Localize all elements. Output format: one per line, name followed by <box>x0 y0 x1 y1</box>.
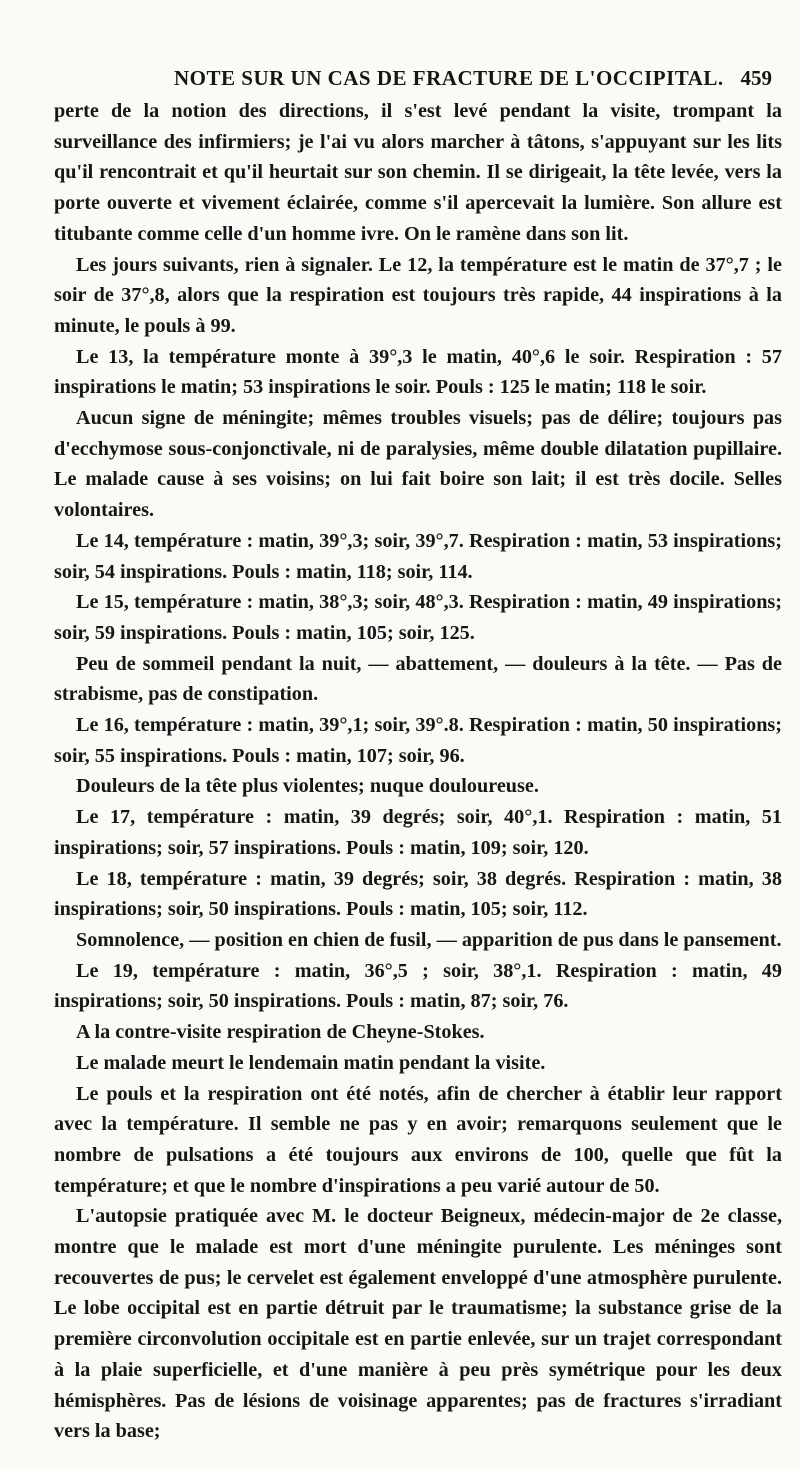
paragraph-death: Le malade meurt le lendemain matin pendant la visite. <box>76 1051 546 1074</box>
paragraph-autopsy: L'autopsie pratiquée avec M. le docteur Beigneux, médecin-major de 2e classe, montre que le malade est mort d'une méningite purulente. Les méninges sont recouvertes de pus; le cervelet est également enveloppé d'une atmosphère purulente. Le lobe occipital est en partie détruit par le traumatisme; la substance grise de la première circonvolution occipitale est en partie enlevée, sur un trajet correspondant à la plaie superficielle, et d'une manière à peu près symétrique pour les deux hémisphères. Pas de lésions de voisinage apparentes; pas de fractures s'irradiant vers la base; <box>54 1205 782 1443</box>
paragraph-day-13: Le 13, la température monte à 39°,3 le matin, 40°,6 le soir. Respiration : 57 inspirations le matin; 53 inspirations le soir. Pouls : 125 le matin; 118 le soir. <box>54 345 782 399</box>
paragraph-day-14: Le 14, température : matin, 39°,3; soir, 39°,7. Respiration : matin, 53 inspirations; soir, 54 inspirations. Pouls : matin, 118; soir, 114. <box>54 529 782 583</box>
paragraph-day-18: Le 18, température : matin, 39 degrés; soir, 38 degrés. Respiration : matin, 38 inspirations; soir, 50 inspirations. Pouls : matin, 105; soir, 112. <box>54 867 782 921</box>
running-title: NOTE SUR UN CAS DE FRACTURE DE L'OCCIPITAL. <box>174 66 724 90</box>
paragraph-day-15: Le 15, température : matin, 38°,3; soir, 48°,3. Respiration : matin, 49 inspirations; soir, 59 inspirations. Pouls : matin, 105; soir, 125. <box>54 591 782 644</box>
paragraph-days-following: Les jours suivants, rien à signaler. Le 12, la température est le matin de 37°,7 ; le soir de 37°,8, alors que la respiration est toujours très rapide, 44 inspirations à la minute, le pouls à 99. <box>54 253 782 337</box>
paragraph-head-pain: Douleurs de la tête plus violentes; nuque douloureuse. <box>76 775 539 798</box>
paragraph-night: Peu de sommeil pendant la nuit, — abattement, — douleurs à la tête. — Pas de strabisme, pas de constipation. <box>54 652 782 706</box>
paragraph-continuation: perte de la notion des directions, il s'est levé pendant la visite, trompant la surveillance des infirmiers; je l'ai vu alors marcher à tâtons, s'appuyant sur les lits qu'il rencontrait et qu'il heurtait sur son chemin. Il se dirigeait, la tête levée, vers la porte ouverte et vivement éclairée, comme s'il apercevait la lumière. Son allure est titubante comme celle d'un homme ivre. On le ramène dans son lit. <box>54 100 782 245</box>
paragraph-pulse-respiration: Le pouls et la respiration ont été notés, afin de chercher à établir leur rapport avec la température. Il semble ne pas y en avoir; remarquons seulement que le nombre de pulsations a été toujours aux environs de 100, quelle que fût la température; et que le nombre d'inspirations a peu varié autour de 50. <box>54 1082 782 1197</box>
paragraph-no-meningitis: Aucun signe de méningite; mêmes troubles visuels; pas de délire; toujours pas d'ecchymose sous-conjonctivale, ni de paralysies, même double dilatation pupillaire. Le malade cause à ses voisins; on lui fait boire son lait; il est très docile. Selles volontaires. <box>54 407 782 522</box>
body-text <box>54 96 782 1447</box>
paragraph-day-19: Le 19, température : matin, 36°,5 ; soir, 38°,1. Respiration : matin, 49 inspirations; soir, 50 inspirations. Pouls : matin, 87; soir, 76. <box>54 959 782 1013</box>
paragraph-day-17: Le 17, température : matin, 39 degrés; soir, 40°,1. Respiration : matin, 51 inspirations; soir, 57 inspirations. Pouls : matin, 109; soir, 120. <box>54 806 782 859</box>
page-number: 459 <box>740 66 772 90</box>
paragraph-somnolence: Somnolence, — position en chien de fusil, — apparition de pus dans le pansement. <box>76 928 782 951</box>
paragraph-counter-visit: A la contre-visite respiration de Cheyne-Stokes. <box>76 1021 485 1044</box>
paragraph-day-16: Le 16, température : matin, 39°,1; soir, 39°.8. Respiration : matin, 50 inspirations; soir, 55 inspirations. Pouls : matin, 107; soir, 96. <box>54 714 782 767</box>
running-header <box>54 62 772 92</box>
